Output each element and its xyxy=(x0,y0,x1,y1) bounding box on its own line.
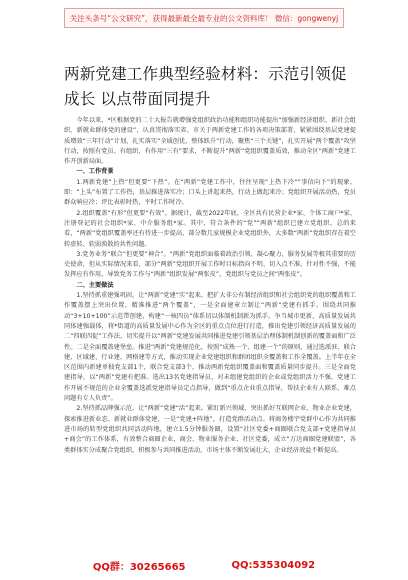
paragraph: 2.组织覆盖“有形”但更要“有效”。据统计，截至2022年底，全区共有民营企业*家、个体工商户*家、注册登记的社会组织*家、中介服务组*家。其中，符合条件的“党”“两新”组织已建立党组织，总的来看，“两新”党组织覆盖率还有待进一步提高，部分数几家规模企业党组织外，大多数“两新”党组织存在着空转虚转、软弱涣散的共性问题。 xyxy=(64,209,356,248)
qq-number: QQ:535304092 xyxy=(231,559,316,571)
paragraph: 3.党务业务“联合”但更要“神合”。“两新”党组织面临着政治引领、凝心聚力、服务发展等极其重要的历史使命，但从实际情况来看，部分“两新”党组织开展工作时目标指向不明、切入点不准，针对性不强，不能发挥应有作用，导致党务工作与“两新”组织发展“两张皮”，党组织与党员之间“两张皮”。 xyxy=(64,250,356,279)
document-title: 两新党建工作典型经验材料：示范引领促成长 以点带面同提升 xyxy=(64,65,347,108)
paragraph: 1.两新党建“上热”但更要“下热”。在“两新”党建工作中，往往呈现“上热下冷”“事信向下”的现象。即：“上头”布置了工作热，基层推进落实冷；口头上讲起来热，行动上做起来冷；党组织开展活动热，党员群众响应冷；评比表彰时热，平时工作时冷。 xyxy=(64,178,356,207)
paragraph: 2.坚持抓品牌强示范，让“两新”党建“活”起来。紧盯新兴领域，突出抓好互联网企业、物业企业党建，探索推进新业态、新就业群体党建，一是“党建+阵地”，打造党群活动点。将商务楼宇党群中心作为共同推进市场的转型党组织共同活动阵地，建立1.5分钟服务圈，设置“社区党委+商圈联合党支部+党建指导员+商会”的工作体系，有效整合商圈企业、商会、物业服务企业、社区党委，成立“万达商圈党建联盟”，各类群体实分成聚合党组织，积极参与共同推进活动，市场主体不断发展壮大，企业经济效益不断提高。 xyxy=(64,405,356,454)
qq-group-number: QQ群：30265665 xyxy=(92,561,186,573)
promo-banner: 关注头条号“公文研究”，获得最新最全最专业的公文资料库！ 微信：gongwenyj xyxy=(64,8,344,28)
article-body xyxy=(64,116,356,548)
section-heading: 一、工作背景 xyxy=(76,168,114,176)
paragraph: 今年以来，*区根据党的二十大报告就增强党组织政治功能和组织功能提出“加强新经济组织、新社会组织、新就业群体党的建设”，认真贯彻落实省、市关于两新党建工作的各项决策部署，紧紧围绕基层党建提质增效“三年行动”计划，扎实落实“全域创优、整体跃升”行动，聚焦“三个关键”，扎实开展“两个覆盖”攻坚行动，按照有党员、有组织、有作用“三有”要求，不断提升“两新”党组织覆盖质效，推动全区“两新”党建工作开创新局面。 xyxy=(64,117,356,166)
section-heading: 二、主要做法 xyxy=(76,281,114,289)
contact-footer xyxy=(0,556,408,574)
paragraph: 1.坚持抓重建强巩固，让“两新”党建“实”起来。把扩大非公有制经济组织和社会组织党的组织覆盖和工作覆盖摆上突出位置，精准推进“两个覆盖”，一是全面建章立制让“两新”党建有抓手。围绕共同推动“3+10+100”示范带创建，构建“一核四员”体系切以体制机制新为抓手，争当城市更新、高质量发展共同体建强载体，将*街道的高质量发展中心作为全区的重点点位进行打造，推出党建引领经济高质量发展的二“四联四促”工作法，切实提升以“两新”党建发展共同推进党建引领基层治理体制机制创新的覆盖面和广泛性。二是全面覆盖建堡垒。推进“两新”党建规范化，按照“成熟一个、组建一个”的原则，通过选派驻、联合建、区域建、行业建、网格建等方式，推动实现企业党建组织和群团组织全覆盖和工作全覆盖。上半年在全区范围内新建单独党支部1个，联合党支部3个，推动两新党组织覆盖面和覆盖质量同步提升。三是全面党建指导，以“两新”党建有把准。选出13名党建指导员，对未组建党组织的企业或党组织活力不强、党建工作开展不规范的企业全覆盖选派党建指导员定点指导，做到“重点企业重点指导，帮扶企业有人联系，难点问题有专人负责”。 xyxy=(64,292,356,403)
